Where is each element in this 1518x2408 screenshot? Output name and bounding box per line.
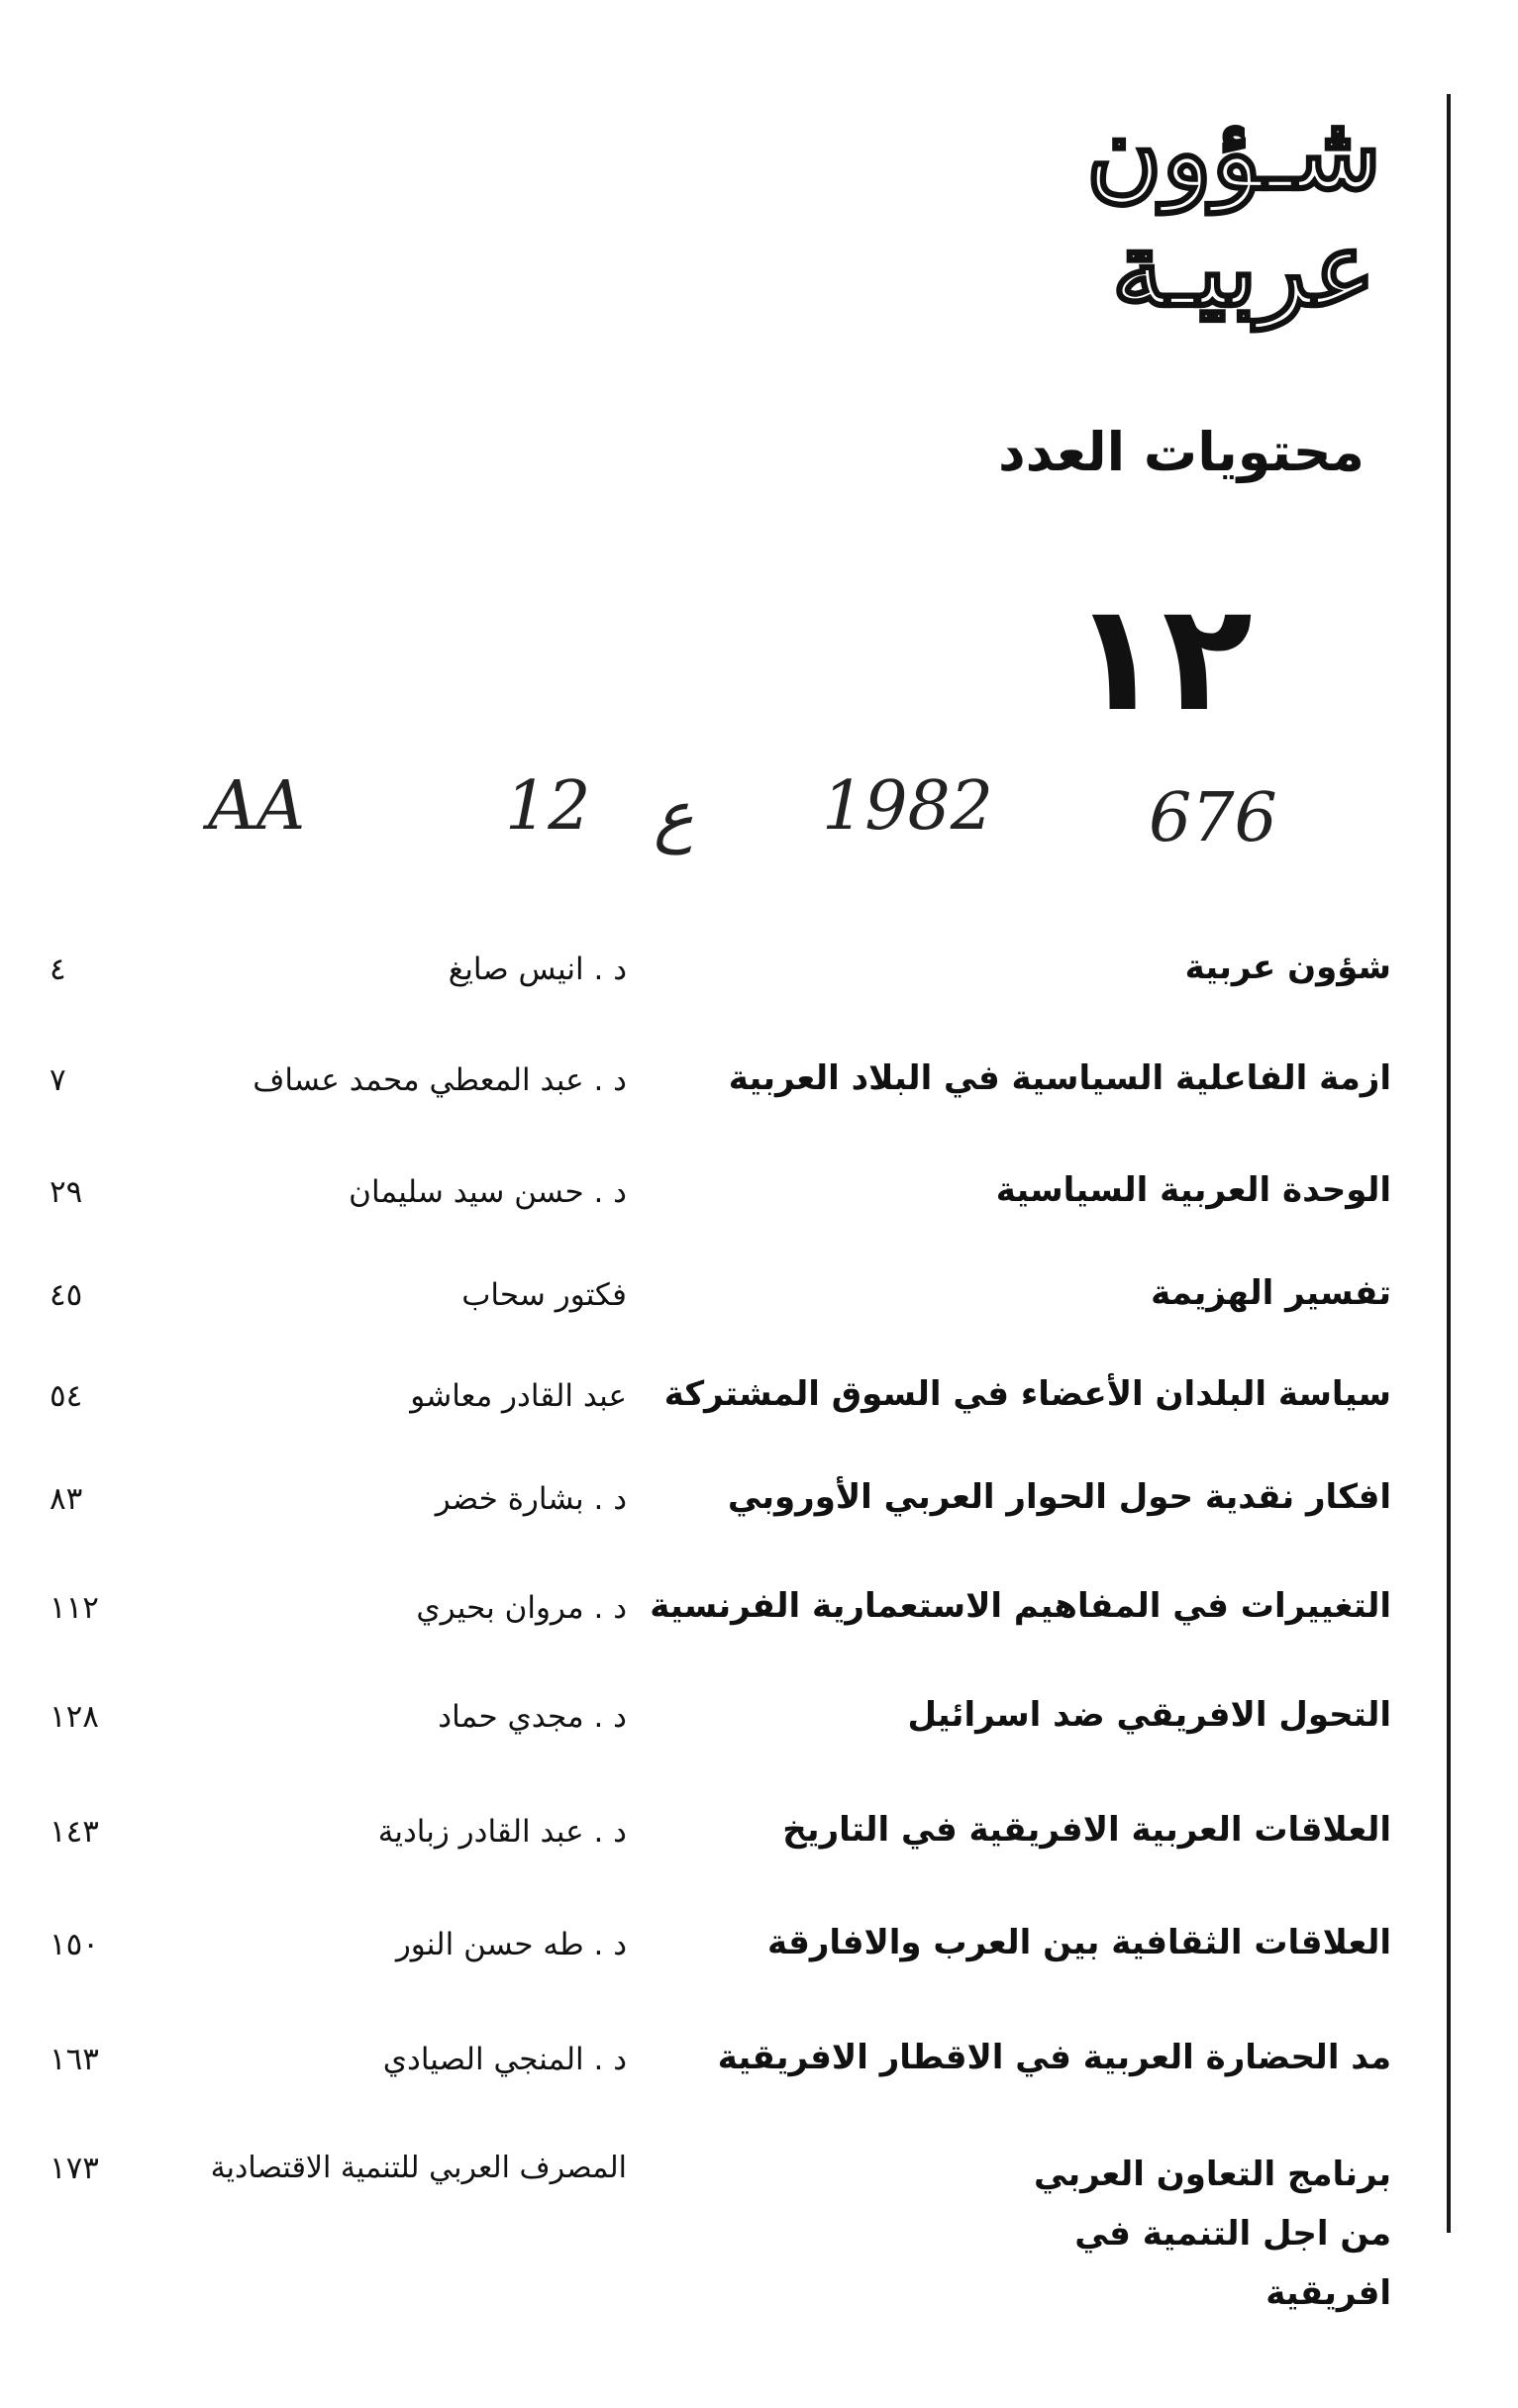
toc-row bbox=[0, 1372, 1518, 1452]
article-page: ١٧٣ bbox=[50, 2151, 99, 2186]
toc-row bbox=[0, 1168, 1518, 1248]
article-author: د . مروان بحيري bbox=[416, 1590, 627, 1626]
article-author: د . انيس صايغ bbox=[448, 952, 627, 987]
vertical-rule bbox=[1447, 94, 1451, 2233]
handwritten-note bbox=[208, 767, 1297, 886]
handwritten-part: AA bbox=[208, 767, 306, 846]
page-title: محتويات العدد bbox=[997, 421, 1365, 483]
article-title: سياسة البلدان الأعضاء في السوق المشتركة bbox=[663, 1374, 1391, 1414]
toc-row bbox=[0, 1921, 1518, 2000]
article-author: د . عبد المعطي محمد عساف bbox=[253, 1062, 627, 1098]
article-page: ١١٢ bbox=[50, 1590, 99, 1626]
article-title: التحول الافريقي ضد اسرائيل bbox=[907, 1695, 1391, 1735]
article-page: ٥٤ bbox=[50, 1378, 83, 1414]
toc-row bbox=[0, 1475, 1518, 1555]
article-title: ازمة الفاعلية السياسية في البلاد العربية bbox=[728, 1058, 1391, 1098]
article-title: التغييرات في المفاهيم الاستعمارية الفرنسية bbox=[650, 1586, 1391, 1626]
article-page: ٨٣ bbox=[50, 1481, 83, 1517]
article-author: د . بشارة خضر bbox=[435, 1481, 627, 1517]
article-author: فكتور سحاب bbox=[461, 1277, 627, 1313]
article-page: ٤٥ bbox=[50, 1277, 83, 1313]
article-author: د . مجدي حماد bbox=[438, 1699, 627, 1735]
article-author: د . طه حسن النور bbox=[395, 1927, 627, 1962]
article-title: العلاقات الثقافية بين العرب والافارقة bbox=[766, 1923, 1391, 1962]
article-author: د . حسن سيد سليمان bbox=[349, 1174, 627, 1210]
issue-number: ١٢ bbox=[1070, 572, 1253, 745]
article-page: ١٢٨ bbox=[50, 1699, 99, 1735]
toc-row bbox=[0, 2036, 1518, 2115]
article-page: ١٤٣ bbox=[50, 1814, 99, 1850]
article-title: العلاقات العربية الافريقية في التاريخ bbox=[782, 1810, 1391, 1850]
toc-row bbox=[0, 2145, 1518, 2313]
article-title: الوحدة العربية السياسية bbox=[995, 1170, 1391, 1210]
toc-row bbox=[0, 1584, 1518, 1663]
handwritten-part: ع bbox=[654, 777, 694, 855]
toc-row bbox=[0, 946, 1518, 1025]
handwritten-part: 676 bbox=[1149, 779, 1277, 857]
article-author: عبد القادر معاشو bbox=[410, 1378, 627, 1414]
toc-row bbox=[0, 1808, 1518, 1887]
article-page: ٤ bbox=[50, 952, 66, 987]
article-author: د . المنجي الصيادي bbox=[382, 2042, 627, 2077]
handwritten-part: 1982 bbox=[822, 767, 994, 846]
article-author: المصرف العربي للتنمية الاقتصادية bbox=[210, 2151, 627, 2185]
article-title: افكار نقدية حول الحوار العربي الأوروبي bbox=[727, 1477, 1391, 1517]
toc-row bbox=[0, 1693, 1518, 1772]
handwritten-part: 12 bbox=[505, 767, 591, 846]
article-page: ١٥٠ bbox=[50, 1927, 99, 1962]
article-author: د . عبد القادر زبادية bbox=[377, 1814, 627, 1850]
article-page: ٢٩ bbox=[50, 1174, 83, 1210]
toc-row bbox=[0, 1271, 1518, 1351]
logo-line-1: شـؤون bbox=[1086, 91, 1381, 213]
logo-line-2: عربيـة bbox=[1112, 208, 1375, 330]
article-title: شؤون عربية bbox=[1184, 948, 1391, 987]
article-page: ١٦٣ bbox=[50, 2042, 99, 2077]
article-page: ٧ bbox=[50, 1062, 66, 1098]
toc-row bbox=[0, 1056, 1518, 1136]
article-title: برنامج التعاون العربي من اجل التنمية في افريقية bbox=[1033, 2155, 1391, 2313]
article-title: تفسير الهزيمة bbox=[1151, 1273, 1391, 1313]
article-title: مد الحضارة العربية في الاقطار الافريقية bbox=[717, 2038, 1391, 2077]
magazine-logo bbox=[1025, 91, 1381, 342]
